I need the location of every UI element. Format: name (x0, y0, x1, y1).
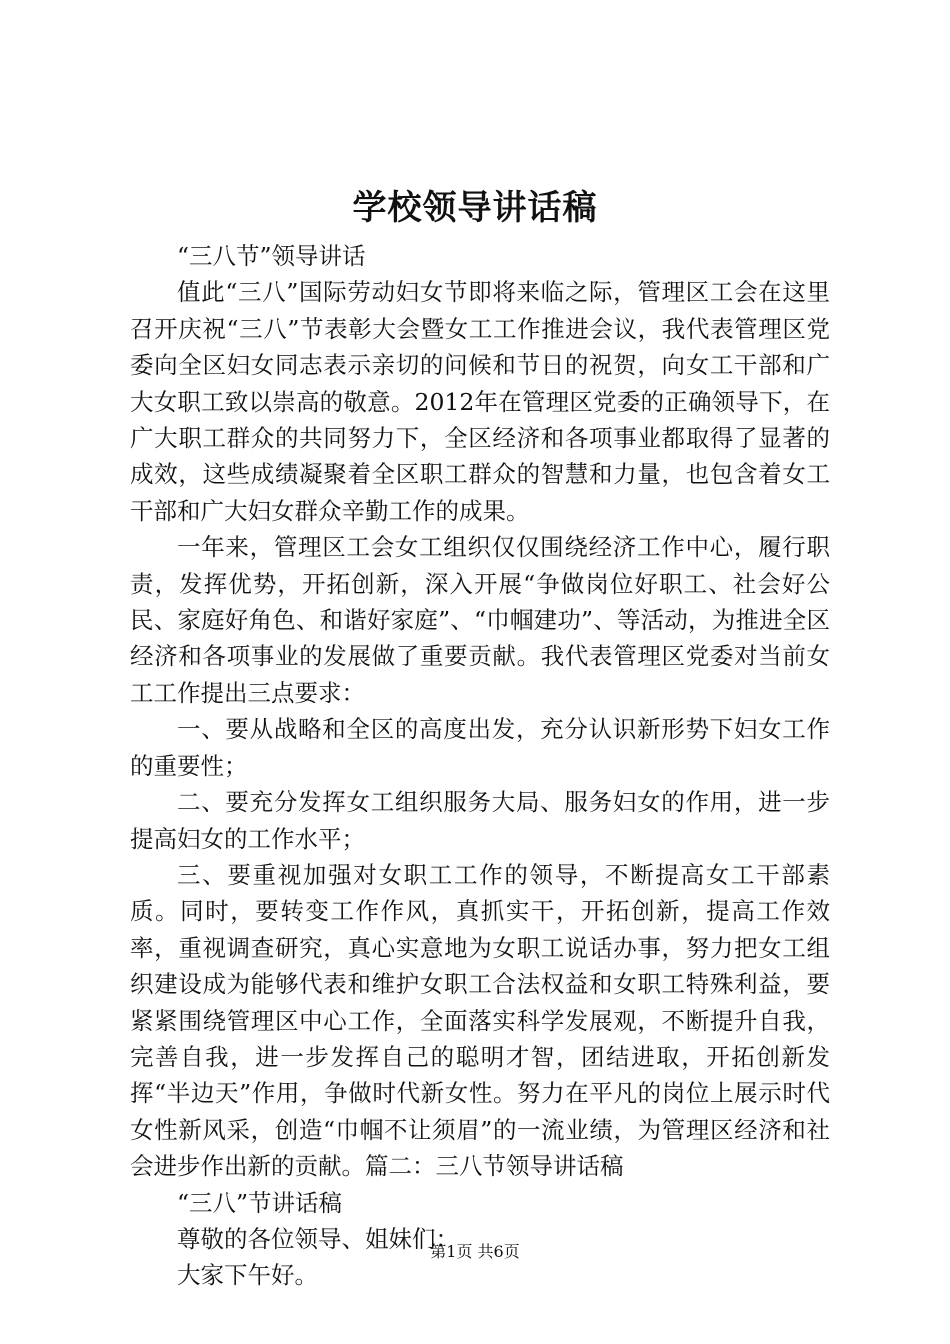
page-title: 学校领导讲话稿 (352, 188, 598, 228)
paragraph: 大家下午好。 (177, 1261, 318, 1290)
paragraph: 值此“三八”国际劳动妇女节即将来临之际，管理区工会在这里召开庆祝“三八”节表彰大会暨女工工作推进会议，我代表管理区党委向全区妇女同志表示亲切的问候和节日的祝贺，向女工干部和广大女职工致以崇高的敬意。2012年在管理区党委的正确领导下，在广大职工群众的共同努力下，全区经济和各项事业都取得了显著的成效，这些成绩凝聚着全区职工群众的智慧和力量，也包含着女工干部和广大妇女群众辛勤工作的成果。 (130, 278, 830, 525)
paragraph: 一、要从战略和全区的高度出发，充分认识新形势下妇女工作的重要性； (130, 715, 830, 780)
paragraph-heading: “三八节”领导讲话 (177, 242, 366, 270)
paragraph: 一年来，管理区工会女工组织仅仅围绕经济工作中心，履行职责，发挥优势，开拓创新，深入开展“争做岗位好职工、社会好公民、家庭好角色、和谐好家庭”、“巾帼建功”、等活动，为推进全区经济和各项事业的发展做了重要贡献。我代表管理区党委对当前女工工作提出三点要求： (130, 533, 830, 707)
paragraph: 三、要重视加强对女职工工作的领导，不断提高女工干部素质。同时，要转变工作作风，真抓实干，开拓创新，提高工作效率，重视调查研究，真心实意地为女职工说话办事，努力把女工组织建设成为能够代表和维护女职工合法权益和女职工特殊利益，要紧紧围绕管理区中心工作，全面落实科学发展观，不断提升自我，完善自我，进一步发挥自己的聪明才智，团结进取，开拓创新发挥“半边天”作用，争做时代新女性。努力在平凡的岗位上展示时代女性新风采，创造“巾帼不让须眉”的一流业绩，为管理区经济和社会进步作出新的贡献。篇二：三八节领导讲话稿 (130, 860, 830, 1181)
paragraph: 二、要充分发挥女工组织服务大局、服务妇女的作用，进一步提高妇女的工作水平； (130, 788, 830, 853)
paragraph: 尊敬的各位领导、姐妹们： (177, 1224, 459, 1253)
paragraph-heading: “三八”节讲话稿 (177, 1188, 343, 1217)
page-number-footer: 第1页 共6页 (430, 1242, 520, 1261)
document-body (130, 238, 830, 1294)
